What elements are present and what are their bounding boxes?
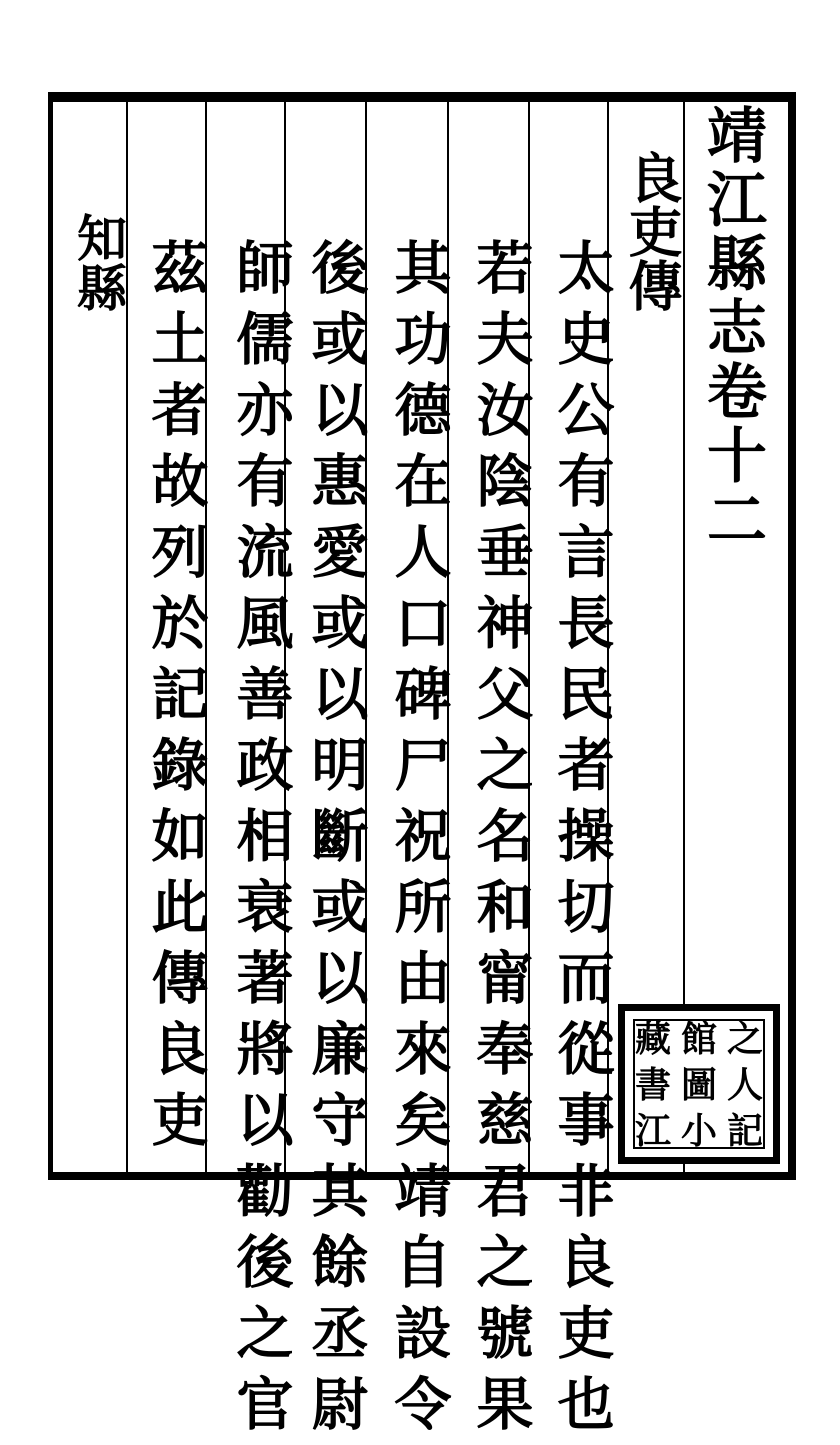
text-column: 茲土者故列於記錄如此傳良吏 — [142, 238, 209, 1161]
seal-char: 記 — [726, 1110, 763, 1152]
subheading: 知縣 — [69, 212, 128, 312]
seal-char: 圖 — [680, 1064, 717, 1106]
text-column: 若夫汝陰垂神父之名和甯奉慈君之號果 — [467, 238, 534, 1445]
seal-char: 之 — [726, 1018, 763, 1060]
left-border-rule — [48, 92, 53, 1180]
seal-char: 小 — [680, 1110, 717, 1152]
seal-char: 人 — [726, 1064, 763, 1106]
top-border-rule — [48, 92, 796, 102]
text-column: 太史公有言長民者操切而從事非良吏也 — [548, 238, 615, 1445]
section-heading: 良吏傳 — [620, 150, 684, 312]
seal-char: 藏 — [634, 1018, 671, 1060]
collector-seal-stamp — [618, 1004, 780, 1164]
text-column: 後或以惠愛或以明斷或以廉守其餘丞尉 — [302, 238, 369, 1445]
text-column: 師儒亦有流風善政相衰著將以勸後之官 — [227, 238, 294, 1445]
right-border-rule — [788, 92, 796, 1180]
text-column: 其功德在人口碑尸祝所由來矣靖自設令 — [385, 238, 452, 1445]
seal-char: 江 — [634, 1110, 671, 1152]
volume-title: 靖江縣志卷十二 — [697, 104, 767, 552]
seal-char: 館 — [680, 1018, 717, 1060]
seal-char: 書 — [634, 1064, 671, 1106]
